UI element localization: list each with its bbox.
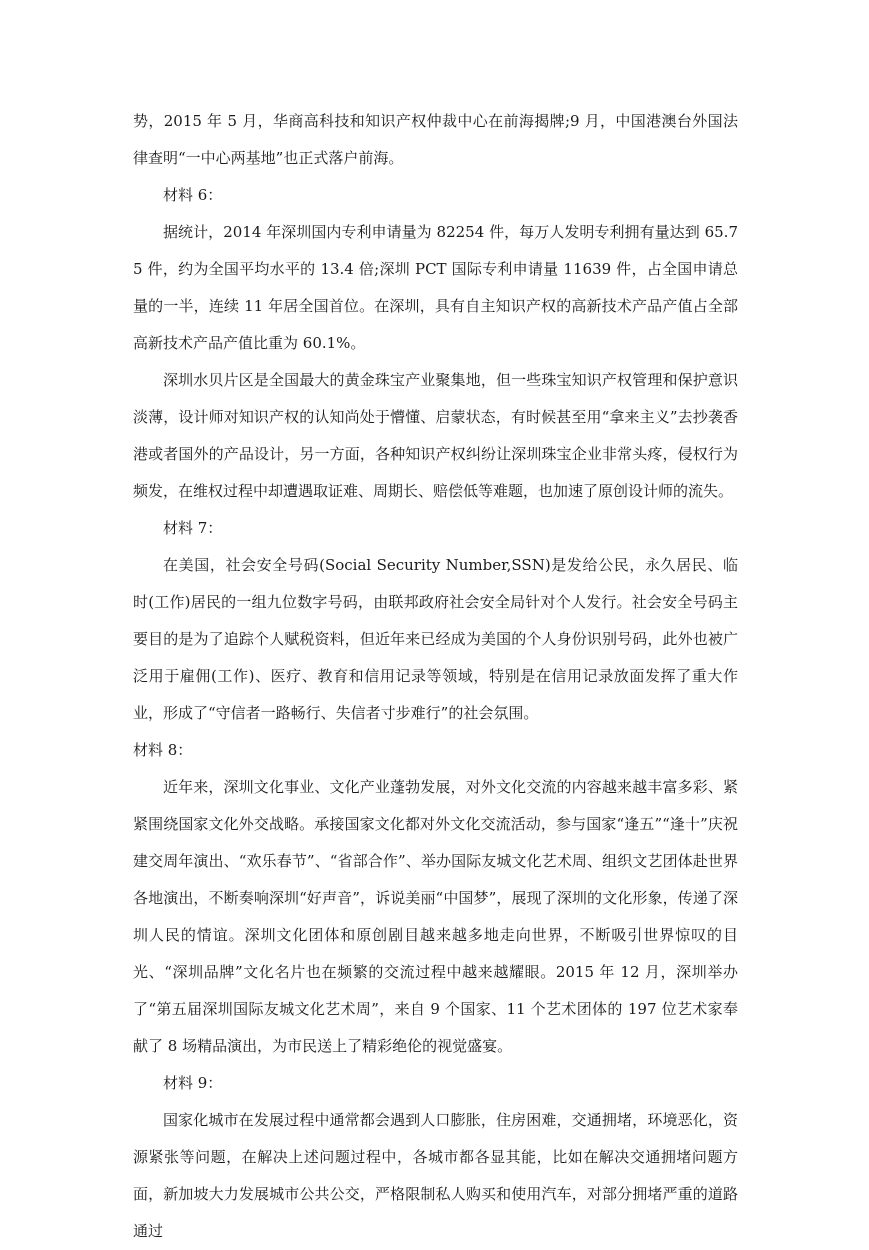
material-9-heading: 材料 9： xyxy=(163,1074,223,1092)
document-page xyxy=(133,103,738,1250)
material-6-paragraph-1: 据统计，2014 年深圳国内专利申请量为 82254 件，每万人发明专利拥有量达到 65.75 件，约为全国平均水平的 13.4 倍;深圳 PCT 国际专利申请量 11639 件，占全国申请总量的一半，连续 11 年居全国首位。在深圳，具有自主知识产权的高新技术产品产值占全部高新技术产品产值比重为 60.1%。 xyxy=(133,223,738,352)
material-6-paragraph-2: 深圳水贝片区是全国最大的黄金珠宝产业聚集地，但一些珠宝知识产权管理和保护意识淡薄，设计师对知识产权的认知尚处于懵懂、启蒙状态，有时候甚至用“拿来主义”去抄袭香港或者国外的产品设计，另一方面，各种知识产权纠纷让深圳珠宝企业非常头疼，侵权行为频发，在维权过程中却遭遇取证难、周期长、赔偿低等难题，也加速了原创设计师的流失。 xyxy=(133,371,738,500)
material-7-paragraph: 在美国，社会安全号码(Social Security Number,SSN)是发给公民，永久居民、临时(工作)居民的一组九位数字号码，由联邦政府社会安全局针对个人发行。社会安全号码主要目的是为了追踪个人赋税资料，但近年来已经成为美国的个人身份识别号码，此外也被广泛用于雇佣(工作)、医疗、教育和信用记录等领域，特别是在信用记录放面发挥了重大作业，形成了“守信者一路畅行、失信者寸步难行”的社会氛围。 xyxy=(133,556,738,722)
material-8-paragraph: 近年来，深圳文化事业、文化产业蓬勃发展，对外文化交流的内容越来越丰富多彩、紧紧围绕国家文化外交战略。承接国家文化都对外文化交流活动，参与国家“逢五”“逢十”庆祝建交周年演出、“欢乐春节”、“省部合作”、举办国际友城文化艺术周、组织文艺团体赴世界各地演出，不断奏响深圳“好声音”，诉说美丽“中国梦”，展现了深圳的文化形象，传递了深圳人民的情谊。深圳文化团体和原创剧目越来越多地走向世界，不断吸引世界惊叹的目光、“深圳品牌”文化名片也在频繁的交流过程中越来越耀眼。2015 年 12 月，深圳举办了“第五届深圳国际友城文化艺术周”，来自 9 个国家、11 个艺术团体的 197 位艺术家奉献了 8 场精品演出，为市民送上了精彩绝伦的视觉盛宴。 xyxy=(133,778,738,1055)
paragraph-intro-continuation: 势，2015 年 5 月，华商高科技和知识产权仲裁中心在前海揭牌;9 月，中国港澳台外国法律查明“一中心两基地”也正式落户前海。 xyxy=(133,112,738,167)
material-7-heading: 材料 7： xyxy=(163,519,223,537)
material-9-paragraph: 国家化城市在发展过程中通常都会遇到人口膨胀，住房困难，交通拥堵，环境恶化，资源紧张等问题，在解决上述问题过程中，各城市都各显其能，比如在解决交通拥堵问题方面，新加坡大力发展城市公共公交，严格限制私人购买和使用汽车，对部分拥堵严重的道路通过 xyxy=(133,1111,738,1240)
material-8-heading: 材料 8： xyxy=(133,741,193,759)
material-6-heading: 材料 6： xyxy=(163,186,223,204)
